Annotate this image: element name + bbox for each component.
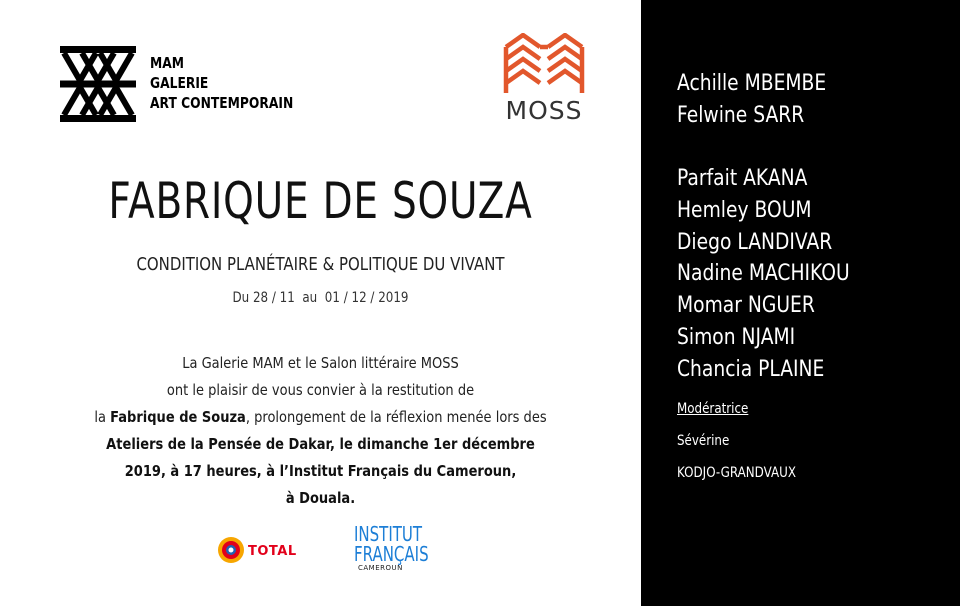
total-wordmark: TOTAL xyxy=(248,544,297,559)
institut-sub: CAMEROUN xyxy=(358,564,403,572)
body-line-1: La Galerie MAM et le Salon littéraire MOSS xyxy=(182,354,459,372)
invitation-body xyxy=(0,350,641,512)
body-line-3-post: , prolongement de la réflexion menée lors des xyxy=(245,408,547,426)
speaker-name: Felwine SARR xyxy=(677,102,805,128)
event-subtitle: CONDITION PLANÉTAIRE & POLITIQUE DU VIVANT xyxy=(136,254,505,275)
institut-francais-logo xyxy=(354,524,453,572)
body-line-3 xyxy=(51,404,589,431)
speaker-name: Hemley BOUM xyxy=(677,197,812,223)
institut-line-1: INSTITUT xyxy=(354,522,423,546)
moss-logo-icon xyxy=(503,33,585,95)
mam-line-3: ART CONTEMPORAIN xyxy=(150,94,294,112)
mam-logo-icon xyxy=(60,46,136,122)
body-line-4-bold: Ateliers de la Pensée de Dakar, le dimanche 1er décembre xyxy=(106,435,535,453)
speaker-name: Simon NJAMI xyxy=(677,324,796,350)
body-line-5-bold: 2019, à 17 heures, à l’Institut Français du Cameroun, xyxy=(124,462,517,480)
total-logo-icon xyxy=(216,533,246,567)
body-line-3-pre: la xyxy=(94,408,111,426)
body-line-3-bold: Fabrique de Souza xyxy=(110,408,246,426)
event-title: FABRIQUE DE SOUZA xyxy=(108,172,533,230)
event-dates: Du 28 / 11 au 01 / 12 / 2019 xyxy=(232,290,409,306)
speaker-name: Nadine MACHIKOU xyxy=(677,261,850,287)
speakers-group-2 xyxy=(677,163,880,386)
mam-wordmark xyxy=(150,53,293,113)
moderator-last-name: KODJO-GRANDVAUX xyxy=(677,465,797,481)
moderator-label: Modératrice xyxy=(677,401,749,417)
institut-line-2: FRANÇAIS xyxy=(354,542,429,566)
speaker-name: Chancia PLAINE xyxy=(677,356,825,382)
speaker-name: Parfait AKANA xyxy=(677,166,808,191)
body-line-6-bold: à Douala. xyxy=(285,489,356,507)
speakers-group-1 xyxy=(677,68,853,132)
speaker-name: Momar NGUER xyxy=(677,293,815,319)
mam-line-1: MAM xyxy=(150,54,185,72)
moss-wordmark: MOSS xyxy=(505,96,583,125)
body-line-4 xyxy=(51,431,589,458)
speaker-name: Diego LANDIVAR xyxy=(677,229,833,255)
body-line-6 xyxy=(51,485,589,512)
body-line-5 xyxy=(51,458,589,485)
speaker-name: Achille MBEMBE xyxy=(677,71,827,96)
body-line-2: ont le plaisir de vous convier à la restitution de xyxy=(166,381,475,399)
moderator-first-name: Sévérine xyxy=(677,433,730,449)
mam-line-2: GALERIE xyxy=(150,74,209,92)
